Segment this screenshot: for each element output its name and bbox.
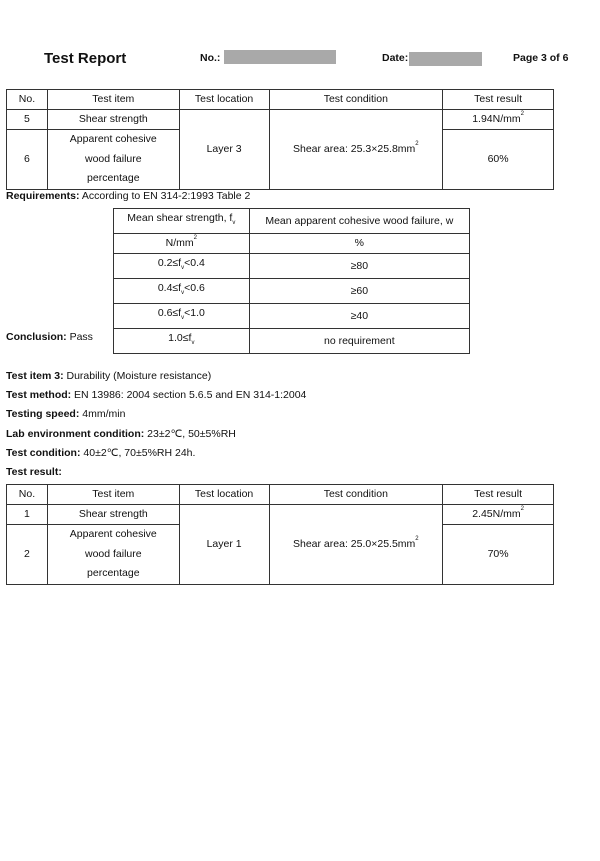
req-range: $0.6\le f_v<1.0$ <box>114 304 250 329</box>
report-title: Test Report <box>44 50 127 67</box>
table-row <box>114 304 470 329</box>
col-header-test-item: Test item <box>47 485 179 505</box>
row-test-item: Apparent cohesive wood failure percentage <box>47 525 179 585</box>
col-header-test-location: Test location <box>179 485 269 505</box>
table-header-row <box>7 485 554 505</box>
table-row <box>7 110 554 130</box>
col-header-no: No. <box>7 485 48 505</box>
test-item-line: Test item 3: Durability (Moisture resistance) <box>6 370 212 382</box>
row-no: 2 <box>7 525 48 585</box>
req-value: ≥60 <box>249 279 469 304</box>
row-test-result: $1.94N/mm^2$ <box>443 110 554 130</box>
col-header-test-result: Test result <box>443 485 554 505</box>
test-result-heading: Test result: <box>6 466 62 478</box>
redacted-report-number <box>224 50 336 64</box>
req-col-header-failure: Mean apparent cohesive wood failure, w <box>249 209 469 234</box>
table-row <box>114 329 470 354</box>
row-test-item: Shear strength <box>47 505 179 525</box>
req-unit-shear: $N/mm^2$ <box>114 234 250 254</box>
col-header-no: No. <box>7 90 48 110</box>
table-header-row <box>7 90 554 110</box>
row-test-result: 70% <box>443 525 554 585</box>
table-row <box>114 254 470 279</box>
row-test-condition: Shear area: $25.0\times 25.5mm^2$ <box>269 505 443 585</box>
req-range: $0.2\le f_v<0.4$ <box>114 254 250 279</box>
row-no: 1 <box>7 505 48 525</box>
col-header-test-condition: Test condition <box>269 90 443 110</box>
col-header-test-item: Test item <box>47 90 179 110</box>
lab-environment-line: Lab environment condition: 23±2℃, 50±5%RH <box>6 428 236 440</box>
row-test-condition: Shear area: $25.3\times 25.8mm^2$ <box>269 110 443 190</box>
row-test-location: Layer 1 <box>179 505 269 585</box>
requirements-header-row <box>114 209 470 234</box>
test-condition-line: Test condition: 40±2℃, 70±5%RH 24h. <box>6 447 196 459</box>
test-results-table-2 <box>6 484 554 585</box>
testing-speed-line: Testing speed: 4mm/min <box>6 408 126 420</box>
page-number: Page 3 of 6 <box>513 52 569 64</box>
report-number-label: No.: <box>200 52 221 64</box>
requirements-unit-row <box>114 234 470 254</box>
conclusion-line: Conclusion: Pass <box>6 331 93 343</box>
redacted-date <box>409 52 482 66</box>
row-no: 5 <box>7 110 48 130</box>
col-header-test-result: Test result <box>443 90 554 110</box>
req-value: no requirement <box>249 329 469 354</box>
req-range: $0.4\le f_v<0.6$ <box>114 279 250 304</box>
req-range: $1.0\le f_v$ <box>114 329 250 354</box>
col-header-test-condition: Test condition <box>269 485 443 505</box>
date-label: Date: <box>382 52 409 64</box>
row-test-result: $2.45N/mm^2$ <box>443 505 554 525</box>
table-row <box>114 279 470 304</box>
req-unit-failure: % <box>249 234 469 254</box>
requirements-table <box>113 208 470 354</box>
row-test-result: 60% <box>443 130 554 190</box>
req-col-header-shear: Mean shear strength, $f_v$ <box>114 209 250 234</box>
req-value: ≥40 <box>249 304 469 329</box>
row-test-location: Layer 3 <box>179 110 269 190</box>
test-method-line: Test method: EN 13986: 2004 section 5.6.5 and EN 314-1:2004 <box>6 389 307 401</box>
col-header-test-location: Test location <box>179 90 269 110</box>
table-row <box>7 505 554 525</box>
row-test-item: Shear strength <box>47 110 179 130</box>
requirements-line: Requirements: According to EN 314-2:1993 Table 2 <box>6 190 251 202</box>
row-no: 6 <box>7 130 48 190</box>
row-test-item: Apparent cohesive wood failure percentage <box>47 130 179 190</box>
req-value: ≥80 <box>249 254 469 279</box>
test-results-table-1 <box>6 89 554 190</box>
